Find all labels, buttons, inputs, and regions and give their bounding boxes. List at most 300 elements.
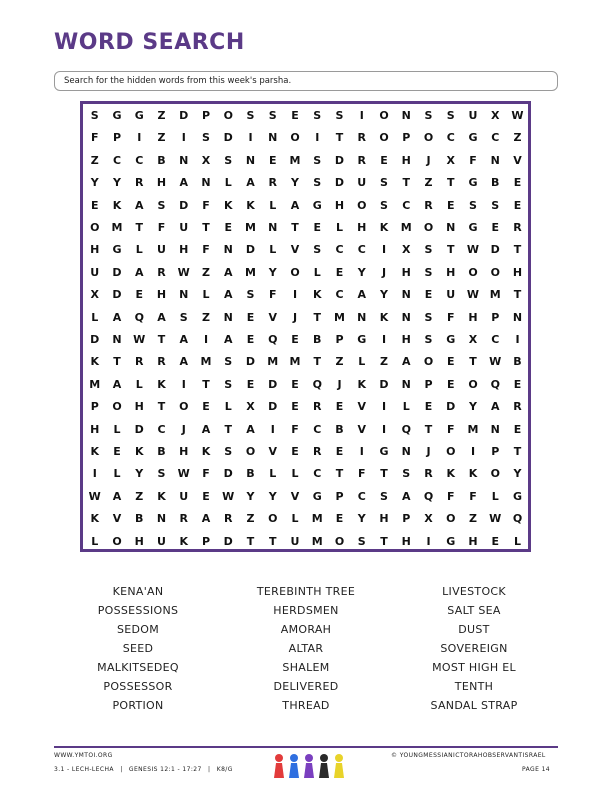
grid-letter[interactable]: P xyxy=(335,489,344,503)
grid-letter[interactable]: T xyxy=(446,243,455,257)
grid-letter[interactable]: K xyxy=(201,445,211,458)
grid-letter[interactable]: D xyxy=(379,377,389,391)
grid-letter[interactable]: N xyxy=(446,221,456,234)
grid-letter[interactable]: U xyxy=(290,534,300,548)
grid-letter[interactable]: O xyxy=(290,265,300,279)
grid-letter[interactable]: H xyxy=(334,198,345,212)
grid-letter[interactable]: A xyxy=(134,265,144,279)
grid-letter[interactable]: K xyxy=(379,310,389,324)
grid-letter[interactable]: Z xyxy=(202,265,210,279)
grid-letter[interactable]: A xyxy=(179,355,188,369)
grid-letter[interactable]: R xyxy=(513,221,522,234)
grid-letter[interactable]: R xyxy=(357,131,366,145)
grid-letter[interactable]: S xyxy=(157,467,166,481)
grid-letter[interactable]: P xyxy=(90,400,99,414)
grid-letter[interactable]: V xyxy=(268,445,277,458)
grid-letter[interactable]: H xyxy=(156,288,167,302)
grid-letter[interactable]: T xyxy=(469,355,477,369)
grid-letter[interactable]: E xyxy=(380,153,388,167)
grid-letter[interactable]: G xyxy=(379,445,389,458)
grid-letter[interactable]: H xyxy=(179,445,189,458)
grid-letter[interactable]: C xyxy=(313,467,322,481)
grid-letter[interactable]: X xyxy=(491,109,500,122)
grid-letter[interactable]: I xyxy=(381,422,387,436)
grid-letter[interactable]: O xyxy=(223,109,233,122)
grid-letter[interactable]: A xyxy=(246,176,255,190)
grid-letter[interactable]: S xyxy=(313,153,322,167)
grid-letter[interactable]: N xyxy=(112,333,122,346)
grid-letter[interactable]: V xyxy=(513,153,522,167)
grid-letter[interactable]: B xyxy=(335,422,344,436)
grid-letter[interactable]: H xyxy=(401,265,411,279)
grid-letter[interactable]: I xyxy=(426,534,431,548)
grid-letter[interactable]: A xyxy=(134,198,144,212)
grid-letter[interactable]: L xyxy=(224,176,232,190)
grid-letter[interactable]: T xyxy=(113,355,121,369)
grid-letter[interactable]: Z xyxy=(157,109,166,122)
grid-letter[interactable]: L xyxy=(491,489,499,503)
grid-letter[interactable]: T xyxy=(157,400,166,414)
grid-letter[interactable]: G xyxy=(134,109,144,122)
grid-letter[interactable]: M xyxy=(89,377,101,391)
grid-letter[interactable]: K xyxy=(246,198,255,212)
grid-letter[interactable]: Z xyxy=(157,131,166,145)
grid-letter[interactable]: F xyxy=(469,489,477,503)
grid-letter[interactable]: I xyxy=(137,131,142,145)
grid-letter[interactable]: M xyxy=(111,221,123,234)
grid-letter[interactable]: I xyxy=(203,333,209,346)
grid-letter[interactable]: C xyxy=(157,422,166,436)
grid-letter[interactable]: N xyxy=(401,445,411,458)
grid-letter[interactable]: X xyxy=(246,400,255,414)
grid-letter[interactable]: E xyxy=(135,288,143,302)
grid-letter[interactable]: H xyxy=(134,400,144,414)
grid-letter[interactable]: P xyxy=(402,512,411,526)
grid-letter[interactable]: S xyxy=(424,310,433,324)
grid-letter[interactable]: E xyxy=(246,377,255,391)
grid-letter[interactable]: I xyxy=(381,400,387,414)
grid-letter[interactable]: L xyxy=(135,243,143,257)
grid-letter[interactable]: D xyxy=(268,400,278,414)
grid-letter[interactable]: H xyxy=(379,512,389,526)
grid-letter[interactable]: E xyxy=(446,198,455,212)
grid-letter[interactable]: E xyxy=(335,400,344,414)
grid-letter[interactable]: O xyxy=(423,221,434,234)
grid-letter[interactable]: P xyxy=(201,534,211,548)
grid-letter[interactable]: Q xyxy=(490,377,500,391)
grid-letter[interactable]: T xyxy=(313,310,321,324)
grid-letter[interactable]: S xyxy=(357,534,366,548)
grid-letter[interactable]: A xyxy=(179,333,188,346)
grid-letter[interactable]: S xyxy=(424,333,433,346)
grid-letter[interactable]: L xyxy=(91,310,99,324)
grid-letter[interactable]: L xyxy=(335,221,343,234)
grid-letter[interactable]: H xyxy=(446,265,456,279)
grid-letter[interactable]: J xyxy=(426,445,431,458)
grid-letter[interactable]: T xyxy=(424,422,433,436)
grid-letter[interactable]: R xyxy=(224,512,233,526)
grid-letter[interactable]: U xyxy=(446,288,456,302)
grid-letter[interactable]: M xyxy=(245,221,256,234)
grid-letter[interactable]: N xyxy=(401,377,411,391)
grid-letter[interactable]: Y xyxy=(513,467,522,481)
grid-letter[interactable]: Z xyxy=(469,512,477,526)
grid-letter[interactable]: O xyxy=(268,512,278,526)
grid-letter[interactable]: K xyxy=(134,445,144,458)
grid-letter[interactable]: E xyxy=(491,534,499,548)
grid-letter[interactable]: F xyxy=(469,153,477,167)
grid-letter[interactable]: B xyxy=(135,512,144,526)
grid-letter[interactable]: U xyxy=(357,176,367,190)
grid-letter[interactable]: U xyxy=(157,534,166,548)
grid-letter[interactable]: K xyxy=(157,489,166,503)
grid-letter[interactable]: U xyxy=(179,489,189,503)
grid-letter[interactable]: D xyxy=(334,176,345,190)
grid-letter[interactable]: A xyxy=(112,489,122,503)
grid-letter[interactable]: E xyxy=(291,400,299,414)
grid-letter[interactable]: E xyxy=(513,377,522,391)
grid-letter[interactable]: S xyxy=(446,109,455,122)
grid-letter[interactable]: C xyxy=(491,333,500,346)
grid-letter[interactable]: H xyxy=(468,310,478,324)
grid-letter[interactable]: F xyxy=(446,310,455,324)
grid-letter[interactable]: C xyxy=(112,153,122,167)
grid-letter[interactable]: E xyxy=(268,153,277,167)
grid-letter[interactable]: Y xyxy=(90,176,99,190)
grid-letter[interactable]: L xyxy=(291,512,299,526)
grid-letter[interactable]: E xyxy=(513,422,522,436)
grid-letter[interactable]: E xyxy=(90,198,99,212)
grid-letter[interactable]: C xyxy=(335,288,344,302)
grid-letter[interactable]: C xyxy=(491,131,500,145)
grid-letter[interactable]: S xyxy=(246,109,255,122)
grid-letter[interactable]: S xyxy=(424,243,433,257)
grid-letter[interactable]: K xyxy=(312,288,322,302)
grid-letter[interactable]: J xyxy=(181,422,186,436)
grid-letter[interactable]: N xyxy=(245,153,256,167)
grid-letter[interactable]: A xyxy=(223,288,233,302)
grid-letter[interactable]: T xyxy=(446,176,455,190)
grid-letter[interactable]: N xyxy=(201,176,211,190)
grid-letter[interactable]: Z xyxy=(513,131,522,145)
grid-letter[interactable]: O xyxy=(423,131,434,145)
grid-letter[interactable]: H xyxy=(401,534,411,548)
grid-letter[interactable]: Y xyxy=(246,489,255,503)
grid-letter[interactable]: T xyxy=(268,534,277,548)
grid-letter[interactable]: U xyxy=(90,265,100,279)
grid-letter[interactable]: M xyxy=(467,422,479,436)
grid-letter[interactable]: K xyxy=(179,534,189,548)
grid-letter[interactable]: A xyxy=(157,310,166,324)
grid-letter[interactable]: T xyxy=(157,333,166,346)
grid-letter[interactable]: O xyxy=(357,198,367,212)
grid-letter[interactable]: O xyxy=(468,265,478,279)
grid-letter[interactable]: F xyxy=(446,489,455,503)
grid-letter[interactable]: E xyxy=(491,221,499,234)
grid-letter[interactable]: H xyxy=(90,422,100,436)
grid-letter[interactable]: A xyxy=(223,265,233,279)
grid-letter[interactable]: H xyxy=(512,265,523,279)
grid-letter[interactable]: O xyxy=(490,467,500,481)
grid-letter[interactable]: N xyxy=(223,310,233,324)
grid-letter[interactable]: P xyxy=(491,445,500,458)
grid-letter[interactable]: J xyxy=(337,377,342,391)
grid-letter[interactable]: J xyxy=(381,265,387,279)
grid-letter[interactable]: Q xyxy=(134,310,144,324)
grid-letter[interactable]: W xyxy=(177,467,190,481)
grid-letter[interactable]: B xyxy=(313,333,322,346)
grid-letter[interactable]: L xyxy=(224,400,232,414)
grid-letter[interactable]: S xyxy=(402,467,411,481)
grid-letter[interactable]: E xyxy=(291,377,299,391)
grid-letter[interactable]: Z xyxy=(380,355,388,369)
grid-letter[interactable]: P xyxy=(335,333,344,346)
grid-letter[interactable]: O xyxy=(334,534,345,548)
grid-letter[interactable]: D xyxy=(223,534,233,548)
grid-letter[interactable]: S xyxy=(313,243,322,257)
grid-letter[interactable]: R xyxy=(313,445,322,458)
grid-letter[interactable]: F xyxy=(202,467,210,481)
grid-letter[interactable]: K xyxy=(90,445,100,458)
grid-letter[interactable]: H xyxy=(90,243,100,257)
grid-letter[interactable]: E xyxy=(291,109,299,122)
grid-letter[interactable]: U xyxy=(157,243,166,257)
grid-letter[interactable]: X xyxy=(201,153,211,167)
grid-letter[interactable]: T xyxy=(513,243,522,257)
grid-letter[interactable]: N xyxy=(268,221,278,234)
grid-letter[interactable]: G xyxy=(446,534,456,548)
grid-letter[interactable]: Z xyxy=(90,153,99,167)
grid-letter[interactable]: C xyxy=(357,243,366,257)
grid-letter[interactable]: O xyxy=(446,445,456,458)
grid-letter[interactable]: U xyxy=(179,221,189,234)
grid-letter[interactable]: N xyxy=(401,288,411,302)
grid-letter[interactable]: V xyxy=(268,310,277,324)
grid-letter[interactable]: K xyxy=(90,355,100,369)
grid-letter[interactable]: D xyxy=(179,198,189,212)
grid-letter[interactable]: L xyxy=(513,534,521,548)
grid-letter[interactable]: W xyxy=(489,512,502,526)
grid-letter[interactable]: Z xyxy=(424,176,433,190)
grid-letter[interactable]: Q xyxy=(423,489,434,503)
grid-letter[interactable]: Q xyxy=(312,377,322,391)
grid-letter[interactable]: G xyxy=(357,333,367,346)
grid-letter[interactable]: S xyxy=(424,265,433,279)
grid-letter[interactable]: P xyxy=(112,131,122,145)
grid-letter[interactable]: Y xyxy=(469,400,477,414)
grid-letter[interactable]: M xyxy=(289,153,301,167)
grid-letter[interactable]: I xyxy=(248,131,253,145)
grid-letter[interactable]: K xyxy=(223,198,233,212)
grid-letter[interactable]: M xyxy=(400,221,412,234)
grid-letter[interactable]: S xyxy=(268,109,277,122)
grid-letter[interactable]: W xyxy=(489,355,502,369)
grid-letter[interactable]: M xyxy=(289,355,301,369)
grid-letter[interactable]: E xyxy=(513,176,522,190)
grid-letter[interactable]: V xyxy=(290,489,300,503)
grid-letter[interactable]: D xyxy=(134,422,144,436)
grid-letter[interactable]: I xyxy=(92,467,97,481)
grid-letter[interactable]: D xyxy=(223,467,233,481)
grid-letter[interactable]: E xyxy=(424,288,433,302)
grid-letter[interactable]: H xyxy=(468,534,478,548)
grid-letter[interactable]: M xyxy=(267,355,279,369)
grid-letter[interactable]: O xyxy=(245,445,256,458)
grid-letter[interactable]: S xyxy=(224,355,233,369)
grid-letter[interactable]: A xyxy=(201,512,211,526)
grid-letter[interactable]: T xyxy=(513,445,522,458)
grid-letter[interactable]: X xyxy=(90,288,99,302)
grid-letter[interactable]: D xyxy=(245,243,256,257)
grid-letter[interactable]: K xyxy=(379,221,389,234)
grid-letter[interactable]: W xyxy=(466,243,480,257)
grid-letter[interactable]: Y xyxy=(357,512,366,526)
grid-letter[interactable]: I xyxy=(181,377,186,391)
grid-letter[interactable]: H xyxy=(179,243,189,257)
grid-letter[interactable]: L xyxy=(135,377,143,391)
grid-letter[interactable]: M xyxy=(200,355,212,369)
grid-letter[interactable]: I xyxy=(181,131,186,145)
grid-letter[interactable]: S xyxy=(335,109,344,122)
grid-letter[interactable]: D xyxy=(490,243,500,257)
grid-letter[interactable]: K xyxy=(446,467,456,481)
grid-letter[interactable]: F xyxy=(357,467,366,481)
grid-letter[interactable]: Q xyxy=(401,422,411,436)
grid-letter[interactable]: H xyxy=(357,221,367,234)
grid-letter[interactable]: Y xyxy=(268,489,277,503)
grid-letter[interactable]: B xyxy=(157,445,166,458)
grid-letter[interactable]: S xyxy=(157,198,166,212)
grid-letter[interactable]: Q xyxy=(512,512,523,526)
grid-letter[interactable]: S xyxy=(424,109,433,122)
grid-letter[interactable]: E xyxy=(335,512,344,526)
grid-letter[interactable]: L xyxy=(402,400,410,414)
grid-letter[interactable]: R xyxy=(135,176,144,190)
grid-letter[interactable]: B xyxy=(491,176,500,190)
grid-letter[interactable]: C xyxy=(313,422,322,436)
grid-letter[interactable]: H xyxy=(156,176,167,190)
grid-letter[interactable]: N xyxy=(490,422,500,436)
grid-letter[interactable]: F xyxy=(157,221,166,234)
grid-letter[interactable]: I xyxy=(359,445,364,458)
grid-letter[interactable]: I xyxy=(292,288,298,302)
grid-letter[interactable]: E xyxy=(335,265,344,279)
grid-letter[interactable]: V xyxy=(357,400,366,414)
grid-letter[interactable]: N xyxy=(401,310,411,324)
grid-letter[interactable]: A xyxy=(179,176,188,190)
grid-letter[interactable]: G xyxy=(468,176,478,190)
grid-letter[interactable]: N xyxy=(357,310,367,324)
grid-letter[interactable]: X xyxy=(402,243,411,257)
grid-letter[interactable]: C xyxy=(357,489,366,503)
grid-letter[interactable]: D xyxy=(334,153,345,167)
grid-letter[interactable]: E xyxy=(513,198,522,212)
grid-letter[interactable]: P xyxy=(201,109,211,122)
grid-letter[interactable]: V xyxy=(357,422,366,436)
grid-letter[interactable]: J xyxy=(426,153,431,167)
grid-letter[interactable]: T xyxy=(246,534,255,548)
grid-letter[interactable]: F xyxy=(291,422,299,436)
grid-letter[interactable]: Y xyxy=(268,265,277,279)
grid-letter[interactable]: B xyxy=(157,153,166,167)
grid-letter[interactable]: T xyxy=(402,176,410,190)
grid-letter[interactable]: T xyxy=(135,221,143,234)
grid-letter[interactable]: N xyxy=(268,131,278,145)
grid-letter[interactable]: N xyxy=(223,243,233,257)
grid-letter[interactable]: G xyxy=(312,489,322,503)
grid-letter[interactable]: F xyxy=(446,422,455,436)
grid-letter[interactable]: L xyxy=(358,355,366,369)
grid-letter[interactable]: K xyxy=(112,198,122,212)
grid-letter[interactable]: O xyxy=(423,355,434,369)
grid-letter[interactable]: Z xyxy=(135,489,144,503)
grid-letter[interactable]: T xyxy=(202,377,210,391)
grid-letter[interactable]: S xyxy=(202,131,210,145)
grid-letter[interactable]: Z xyxy=(202,310,210,324)
grid-letter[interactable]: S xyxy=(246,288,255,302)
grid-letter[interactable]: E xyxy=(113,445,121,458)
grid-letter[interactable]: G xyxy=(468,221,478,234)
grid-letter[interactable]: K xyxy=(157,377,166,391)
grid-letter[interactable]: Z xyxy=(335,355,344,369)
grid-letter[interactable]: M xyxy=(311,512,323,526)
grid-letter[interactable]: A xyxy=(246,422,255,436)
grid-letter[interactable]: A xyxy=(201,422,211,436)
grid-letter[interactable]: R xyxy=(424,467,433,481)
grid-letter[interactable]: M xyxy=(245,265,256,279)
grid-letter[interactable]: E xyxy=(246,333,255,346)
grid-letter[interactable]: L xyxy=(291,467,299,481)
grid-letter[interactable]: R xyxy=(513,400,522,414)
grid-letter[interactable]: O xyxy=(112,534,122,548)
grid-letter[interactable]: A xyxy=(112,310,122,324)
grid-letter[interactable]: V xyxy=(112,512,122,526)
grid-letter[interactable]: S xyxy=(224,153,233,167)
grid-letter[interactable]: A xyxy=(223,333,233,346)
grid-letter[interactable]: L xyxy=(269,467,277,481)
grid-letter[interactable]: Z xyxy=(246,512,255,526)
grid-letter[interactable]: I xyxy=(470,445,476,458)
grid-letter[interactable]: D xyxy=(90,333,100,346)
grid-letter[interactable]: M xyxy=(311,534,323,548)
grid-letter[interactable]: O xyxy=(290,131,300,145)
grid-letter[interactable]: S xyxy=(380,489,388,503)
grid-letter[interactable]: D xyxy=(245,355,256,369)
grid-letter[interactable]: T xyxy=(224,422,232,436)
grid-letter[interactable]: A xyxy=(490,400,500,414)
grid-letter[interactable]: E xyxy=(202,400,210,414)
grid-letter[interactable]: D xyxy=(268,377,278,391)
grid-letter[interactable]: H xyxy=(134,534,144,548)
grid-letter[interactable]: L xyxy=(91,534,99,548)
grid-letter[interactable]: G xyxy=(446,333,456,346)
grid-letter[interactable]: I xyxy=(359,109,364,122)
grid-letter[interactable]: O xyxy=(379,131,389,145)
grid-letter[interactable]: P xyxy=(424,377,433,391)
grid-letter[interactable]: S xyxy=(469,198,477,212)
grid-letter[interactable]: S xyxy=(90,109,99,122)
grid-letter[interactable]: E xyxy=(246,310,255,324)
grid-letter[interactable]: M xyxy=(489,288,501,302)
grid-letter[interactable]: S xyxy=(224,445,233,458)
grid-letter[interactable]: Y xyxy=(113,176,121,190)
grid-letter[interactable]: R xyxy=(357,153,366,167)
grid-letter[interactable]: D xyxy=(112,265,122,279)
grid-letter[interactable]: C xyxy=(335,243,344,257)
grid-letter[interactable]: Q xyxy=(268,333,278,346)
grid-letter[interactable]: E xyxy=(291,445,299,458)
grid-letter[interactable]: I xyxy=(515,333,520,346)
